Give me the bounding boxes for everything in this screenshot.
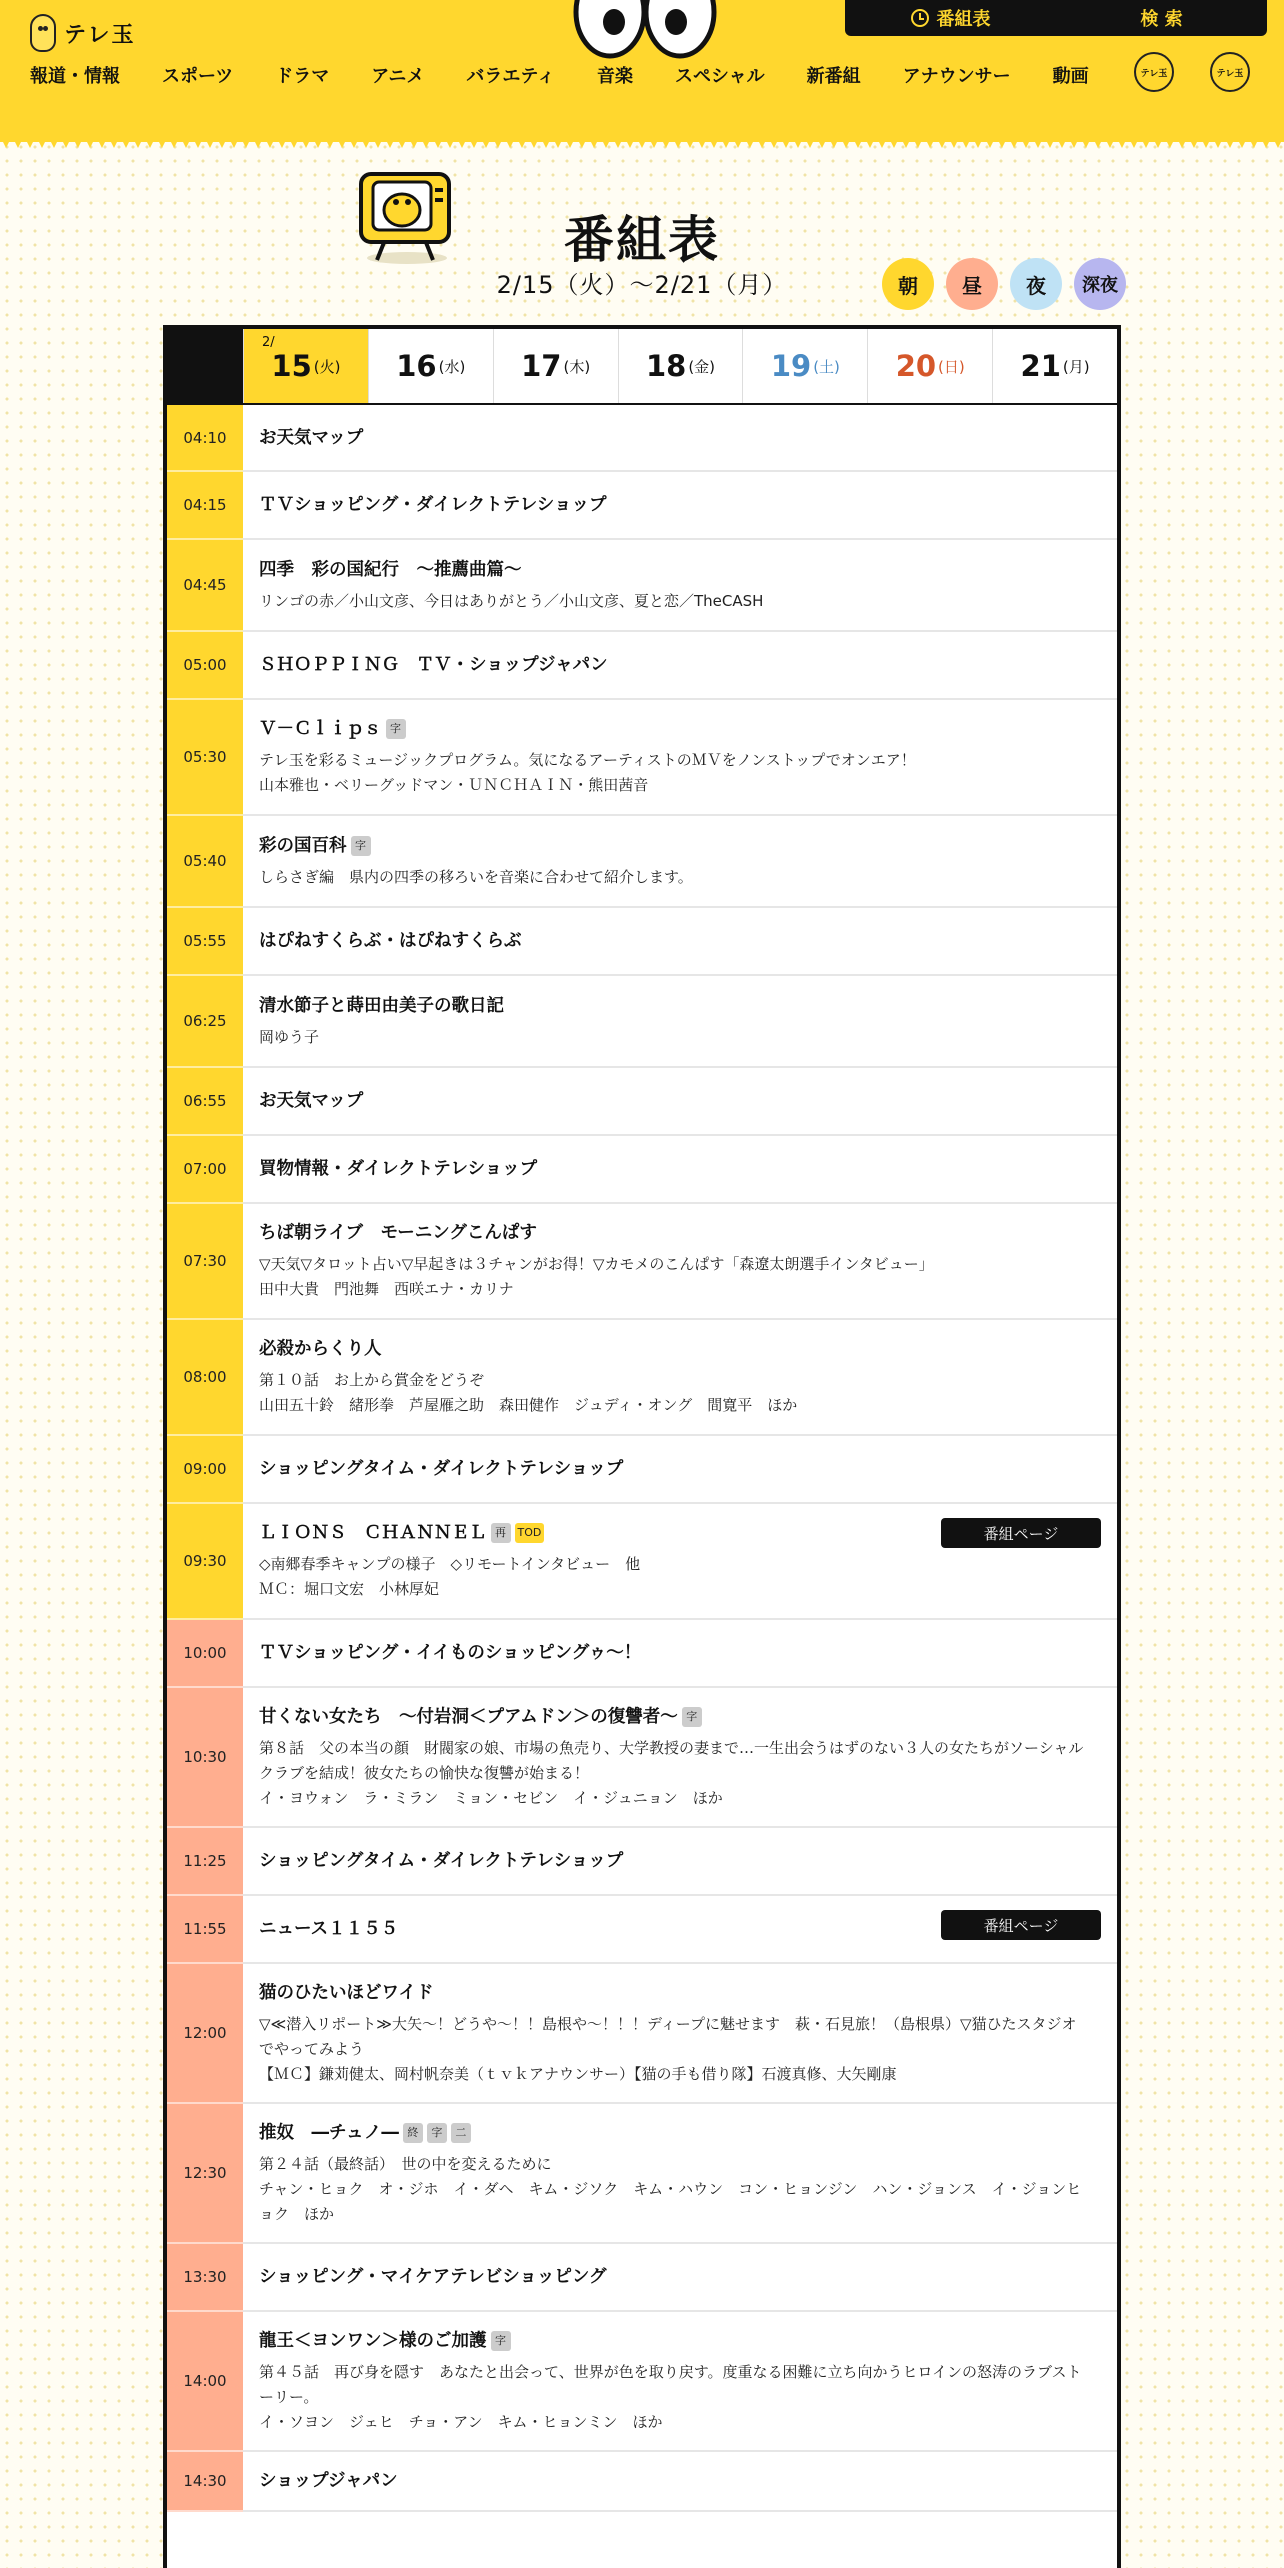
program-row[interactable] <box>167 1204 1117 1320</box>
program-description <box>259 589 1101 614</box>
program-time: 06:25 <box>167 976 243 1068</box>
program-time: 05:55 <box>167 908 243 976</box>
program-body <box>243 908 1117 974</box>
day-tabs <box>167 329 1117 405</box>
program-description-line: 山本雅也・ベリーグッドマン・ＵＮＣＨＡＩＮ・熊田茜音 <box>259 776 649 794</box>
program-title-line <box>259 2468 1101 2494</box>
program-title-line <box>259 1456 1101 1482</box>
program-row[interactable] <box>167 1136 1117 1204</box>
program-body <box>243 540 1117 630</box>
time-btn-late-night[interactable]: 深夜 <box>1074 258 1126 310</box>
program-time: 13:30 <box>167 2244 243 2312</box>
program-title-line <box>259 716 1101 742</box>
program-time: 12:00 <box>167 1964 243 2104</box>
day-tab-weekday: (月) <box>1062 357 1090 376</box>
nav-drama[interactable]: ドラマ <box>275 66 330 87</box>
program-title-line <box>259 1848 1101 1874</box>
program-description-line: 山田五十鈴 緒形拳 芦屋雁之助 森田健作 ジュディ・オング 間寛平 ほか <box>259 1396 798 1414</box>
program-time: 11:55 <box>167 1896 243 1964</box>
nav-music[interactable]: 音楽 <box>596 66 633 87</box>
day-tab-number: 17 <box>521 349 562 383</box>
program-time: 11:25 <box>167 1828 243 1896</box>
program-description-line: チャン・ヒョク オ・ジホ イ・ダヘ キム・ジソク キム・ハウン コン・ヒョンジン ハン・ジョンス イ・ジョンヒョク ほか <box>259 2179 1082 2223</box>
day-tab-month: 2/ <box>262 335 275 350</box>
program-title-line <box>259 557 1101 583</box>
topbar-search-link[interactable] <box>1056 5 1267 31</box>
program-body <box>243 976 1117 1066</box>
program-description <box>259 2360 1101 2435</box>
program-description <box>259 1252 1101 1302</box>
clock-icon <box>911 9 929 27</box>
app-icon-label: テレ玉 <box>1140 68 1168 79</box>
nav-announcers[interactable]: アナウンサー <box>902 66 1011 87</box>
program-description-line: ◇南郷春季キャンプの様子 ◇リモートインタビュー 他 <box>259 1555 641 1573</box>
site-logo[interactable] <box>30 14 136 52</box>
day-tab[interactable] <box>992 329 1117 403</box>
program-title[interactable]: ショップジャパン <box>259 2471 398 2491</box>
program-title[interactable]: 買物情報・ダイレクトテレショップ <box>259 1159 538 1179</box>
program-badge: 字 <box>427 2123 447 2143</box>
program-row[interactable] <box>167 2104 1117 2244</box>
day-tab-weekday: (水) <box>438 357 466 376</box>
program-title[interactable]: 四季 彩の国紀行 ～推薦曲篇～ <box>259 559 522 580</box>
program-time: 09:30 <box>167 1504 243 1620</box>
program-description-line: ▽天気▽タロット占い▽早起きは３チャンがお得！▽カモメのこんぱす「森遼太朗選手インタビュー」 <box>259 1255 934 1273</box>
time-btn-evening[interactable]: 夜 <box>1010 258 1062 310</box>
program-description <box>259 1736 1101 1811</box>
program-body <box>243 700 1117 814</box>
program-badge: 字 <box>386 719 406 739</box>
program-badge: TOD <box>515 1523 545 1543</box>
program-body <box>243 2104 1117 2242</box>
program-body <box>243 2452 1117 2510</box>
date-range: 2/15（火）〜2/21（月） <box>496 271 788 299</box>
program-title-line <box>259 2328 1101 2354</box>
nav-special[interactable]: スペシャル <box>674 66 765 87</box>
program-description-line: ▽≪潜入リポート≫大矢～！どうや～！！島根や～！！！ディープに魅せます 萩・石見旅！（島根県）▽猫ひたスタジオでやってみよう <box>259 2014 1077 2058</box>
program-badge: 二 <box>451 2123 471 2143</box>
program-title-line <box>259 833 1101 859</box>
program-title[interactable]: ニュース１１５５ <box>259 1919 399 1939</box>
topbar-search-label: 検 索 <box>1140 9 1183 30</box>
program-body <box>243 472 1117 538</box>
day-tab-number: 19 <box>770 349 812 383</box>
program-body <box>243 2244 1117 2310</box>
program-title[interactable]: お天気マップ <box>259 427 364 448</box>
program-body <box>243 2312 1117 2450</box>
program-title[interactable]: お天気マップ <box>259 1091 364 1111</box>
day-tab-number: 21 <box>1020 349 1061 383</box>
day-tabs-corner <box>167 329 243 403</box>
day-tab[interactable] <box>243 329 368 403</box>
nav-video[interactable]: 動画 <box>1052 66 1089 87</box>
day-tab[interactable] <box>618 329 743 403</box>
day-tab[interactable] <box>742 329 867 403</box>
program-body <box>243 1136 1117 1202</box>
program-title[interactable]: 甘くない女たち ～付岩洞＜プアムドン＞の復讐者～ <box>259 1706 678 1727</box>
program-page-button[interactable]: 番組ページ <box>941 1910 1101 1940</box>
program-row[interactable] <box>167 540 1117 632</box>
program-title[interactable]: 必殺からくり人 <box>259 1339 382 1359</box>
program-description-line: イ・ヨウォン ラ・ミラン ミョン・セビン イ・ジュニョン ほか <box>259 1788 723 1807</box>
program-row[interactable] <box>167 1436 1117 1504</box>
program-title[interactable]: ＴＶショッピング・ダイレクトテレショップ <box>259 495 607 515</box>
program-title[interactable]: 猫のひたいほどワイド <box>259 1982 434 2003</box>
program-title[interactable]: ＬＩＯＮＳ ＣＨＡＮＮＥＬ <box>259 1523 487 1543</box>
day-tab-number: 16 <box>396 349 437 383</box>
program-row[interactable] <box>167 1688 1117 1828</box>
mobile-icon-label: テレ玉 <box>1216 68 1244 79</box>
program-row[interactable] <box>167 816 1117 908</box>
program-row[interactable] <box>167 700 1117 816</box>
program-body <box>243 632 1117 698</box>
program-title-line <box>259 1980 1101 2006</box>
program-description-line: 第４５話 再び身を隠す あなたと出会って、世界が色を取り戻す。度重なる困難に立ち向かうヒロインの怒涛のラブストーリー。 <box>259 2362 1082 2406</box>
program-description-line: イ・ソヨン ジェヒ チョ・アン キム・ヒョンミン ほか <box>259 2412 663 2431</box>
program-title-line <box>259 1156 1101 1182</box>
program-time: 09:00 <box>167 1436 243 1504</box>
program-body <box>243 1896 1117 1962</box>
program-time: 05:30 <box>167 700 243 816</box>
program-title[interactable]: ＴＶショッピング・イイものショッピングゥ～！ <box>259 1643 642 1663</box>
program-row[interactable] <box>167 2312 1117 2452</box>
program-title-line <box>259 492 1101 518</box>
program-row[interactable] <box>167 632 1117 700</box>
program-description <box>259 1552 1101 1602</box>
program-title-line <box>259 993 1101 1019</box>
top-utility-bar <box>845 0 1267 36</box>
day-tab-weekday: (日) <box>938 357 965 376</box>
app-icon-button[interactable] <box>1134 52 1174 92</box>
program-description <box>259 1025 1101 1050</box>
topbar-schedule-link[interactable] <box>845 5 1056 31</box>
program-body <box>243 1504 1117 1618</box>
program-title[interactable]: ショッピング・マイケアテレビショッピング <box>259 2267 607 2287</box>
program-title-line <box>259 1220 1101 1246</box>
program-time: 04:10 <box>167 405 243 472</box>
day-tab-weekday: (土) <box>813 357 840 376</box>
program-title[interactable]: 推奴 ―チュノ― <box>259 2122 399 2143</box>
mascot-eyes-icon <box>570 0 720 60</box>
program-description-line: 岡ゆう子 <box>259 1027 320 1046</box>
program-row[interactable] <box>167 1504 1117 1620</box>
program-title-line <box>259 425 1101 451</box>
nav-sports[interactable]: スポーツ <box>162 66 234 87</box>
site-header <box>0 0 1284 142</box>
program-row[interactable] <box>167 1896 1117 1964</box>
program-title-line <box>259 2120 1101 2146</box>
header-zigzag-edge <box>0 136 1284 150</box>
day-tab[interactable] <box>368 329 493 403</box>
program-time: 10:00 <box>167 1620 243 1688</box>
program-description-line: リンゴの赤／小山文彦、今日はありがとう／小山文彦、夏と恋／TheCASH <box>259 591 764 610</box>
program-row[interactable] <box>167 976 1117 1068</box>
program-description-line: テレ玉を彩るミュージックプログラム。気になるアーティストのＭＶをノンストップでオンエア！ <box>259 751 916 769</box>
program-title[interactable]: 清水節子と蒔田由美子の歌日記 <box>259 995 504 1016</box>
day-tab-weekday: (金) <box>688 357 716 376</box>
program-badge: 字 <box>351 836 371 856</box>
program-title[interactable]: 龍王＜ヨンワン＞様のご加護 <box>259 2330 487 2351</box>
program-description-line: 【ＭＣ】鎌苅健太、岡村帆奈美（ｔｖｋアナウンサー）【猫の手も借り隊】石渡真修、大矢剛康 <box>259 2064 897 2083</box>
program-title[interactable]: はぴねすくらぶ・はぴねすくらぶ <box>259 931 522 951</box>
time-btn-morning[interactable]: 朝 <box>882 258 934 310</box>
program-title[interactable]: 彩の国百科 <box>259 835 347 856</box>
program-page-button[interactable]: 番組ページ <box>941 1518 1101 1548</box>
program-row[interactable] <box>167 1068 1117 1136</box>
program-description <box>259 2152 1101 2227</box>
day-tab-number: 18 <box>645 349 687 383</box>
program-badge: 字 <box>682 1707 702 1727</box>
program-description-line: 田中大貴 門池舞 西咲エナ・カリナ <box>259 1280 514 1298</box>
program-time: 14:00 <box>167 2312 243 2452</box>
program-time: 12:30 <box>167 2104 243 2244</box>
mascot-logo-icon <box>30 14 56 52</box>
main-nav <box>30 62 1089 88</box>
program-body <box>243 1068 1117 1134</box>
program-description <box>259 748 1101 798</box>
program-description <box>259 865 1101 890</box>
program-description-line: 第８話 父の本当の顔 財閥家の娘、市場の魚売り、大学教授の妻まで…一生出会うはずのない３人の女たちがソーシャルクラブを結成！彼女たちの愉快な復讐が始まる！ <box>259 1738 1084 1782</box>
time-btn-noon[interactable]: 昼 <box>946 258 998 310</box>
schedule-table <box>163 325 1121 2568</box>
program-body <box>243 405 1117 470</box>
program-row[interactable] <box>167 1964 1117 2104</box>
day-tab[interactable] <box>867 329 992 403</box>
program-time: 05:40 <box>167 816 243 908</box>
program-time: 06:55 <box>167 1068 243 1136</box>
program-title-line <box>259 928 1101 954</box>
program-body <box>243 1436 1117 1502</box>
program-time: 08:00 <box>167 1320 243 1436</box>
program-body <box>243 1204 1117 1318</box>
nav-variety[interactable]: バラエティ <box>466 66 555 87</box>
program-time: 10:30 <box>167 1688 243 1828</box>
nav-new-programs[interactable]: 新番組 <box>806 66 861 87</box>
program-row[interactable] <box>167 405 1117 472</box>
program-badge: 終 <box>403 2123 423 2143</box>
program-row[interactable] <box>167 908 1117 976</box>
program-badge: 再 <box>491 1523 511 1543</box>
program-body <box>243 816 1117 906</box>
program-description-line: 第２４話（最終話） 世の中を変えるために <box>259 2154 552 2173</box>
program-time: 07:00 <box>167 1136 243 1204</box>
time-band-buttons <box>882 258 1126 310</box>
program-title[interactable]: Ｖ－Ｃｌｉｐｓ <box>259 719 382 739</box>
program-list <box>167 405 1117 2512</box>
logo-text: テレ玉 <box>64 22 136 48</box>
program-row[interactable] <box>167 1320 1117 1436</box>
program-description <box>259 2012 1101 2087</box>
topbar-schedule-label: 番組表 <box>936 9 991 30</box>
program-row[interactable] <box>167 2244 1117 2312</box>
page-title: 番組表 <box>564 211 720 269</box>
program-body <box>243 1688 1117 1826</box>
day-tab-weekday: (火) <box>313 357 341 376</box>
program-row[interactable] <box>167 1828 1117 1896</box>
program-description <box>259 1368 1101 1418</box>
program-body <box>243 1828 1117 1894</box>
program-title-line <box>259 1704 1101 1730</box>
program-time: 07:30 <box>167 1204 243 1320</box>
day-tab-number: 15 <box>271 349 312 383</box>
day-tab-number: 20 <box>895 349 937 383</box>
program-row[interactable] <box>167 1620 1117 1688</box>
program-body <box>243 1320 1117 1434</box>
day-tab[interactable] <box>493 329 618 403</box>
program-title[interactable]: ＳＨＯＰＰＩＮＧ ＴＶ・ショップジャパン <box>259 655 608 675</box>
program-title[interactable]: ショッピングタイム・ダイレクトテレショップ <box>259 1459 624 1479</box>
program-title-line <box>259 1640 1101 1666</box>
program-time: 04:45 <box>167 540 243 632</box>
nav-anime[interactable]: アニメ <box>371 66 425 87</box>
day-tab-weekday: (木) <box>563 357 591 376</box>
program-badge: 字 <box>491 2331 511 2351</box>
program-time: 05:00 <box>167 632 243 700</box>
program-time: 04:15 <box>167 472 243 540</box>
program-description-line: ＭＣ：堀口文宏 小林厚妃 <box>259 1580 440 1598</box>
program-time: 14:30 <box>167 2452 243 2512</box>
program-description-line: しらさぎ編 県内の四季の移ろいを音楽に合わせて紹介します。 <box>259 867 693 886</box>
program-title-line <box>259 652 1101 678</box>
program-title-line <box>259 1088 1101 1114</box>
program-description-line: 第１０話 お上から賞金をどうぞ <box>259 1371 485 1389</box>
program-body <box>243 1964 1117 2102</box>
program-body <box>243 1620 1117 1686</box>
program-row[interactable] <box>167 472 1117 540</box>
mobile-icon-button[interactable] <box>1210 52 1250 92</box>
program-title[interactable]: ちば朝ライブ モーニングこんぱす <box>259 1223 537 1243</box>
program-title[interactable]: ショッピングタイム・ダイレクトテレショップ <box>259 1851 624 1871</box>
program-row[interactable] <box>167 2452 1117 2512</box>
program-title-line <box>259 1336 1101 1362</box>
nav-news[interactable]: 報道・情報 <box>30 66 120 87</box>
program-title-line <box>259 2264 1101 2290</box>
